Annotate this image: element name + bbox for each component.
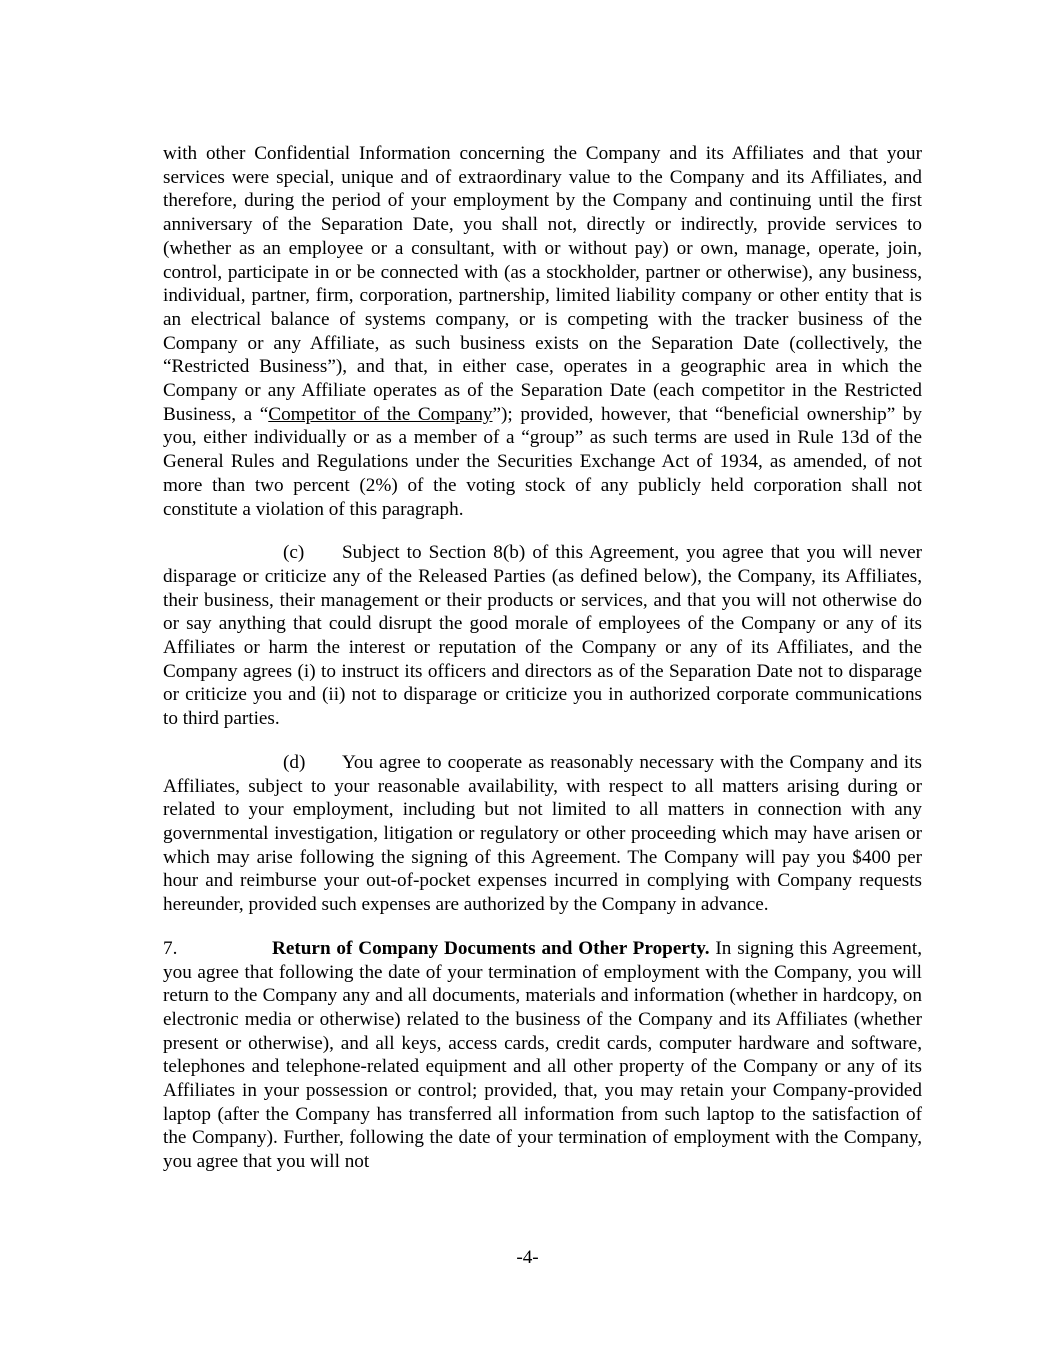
section-7 — [163, 937, 922, 1174]
section-7-text: In signing this Agreement, you agree that following the date of your termination of employment with the Company, you will return to the Company any and all documents, materials and information (whether in hardcopy, on electronic media or otherwise) related to the business of the Company and its Affiliates (whether present or otherwise), and all keys, access cards, credit cards, computer hardware and software, telephones and telephone-related equipment and all other property of the Company or any of its Affiliates in your possession or control; provided, that, you may retain your Company-provided laptop (after the Company has transferred all information from such laptop to the satisfaction of the Company). Further, following the date of your termination of employment with the Company, you agree that you will not — [163, 937, 923, 1173]
defined-term-competitor: Competitor of the Company — [268, 403, 493, 425]
paragraph-d-text: You agree to cooperate as reasonably necessary with the Company and its Affiliates, subject to your reasonable availability, with respect to all matters arising during or related to your employment, including but not limited to all matters in connection with any governmental investigation, litigation or regulatory or other proceeding which may have arisen or which may arise following the signing of this Agreement. The Company will pay you $400 per hour and reimburse your out-of-pocket expenses incurred in complying with Company requests hereunder, provided such expenses are authorized by the Company in advance. — [163, 751, 922, 916]
section-7-heading: Return of Company Documents and Other Property. — [272, 937, 710, 959]
paragraph-d-label: (d) — [283, 751, 306, 773]
paragraph-b-text-after: ”); provided, however, that “beneficial ownership” by you, either individually or as a member of a “group” as such terms are used in Rule 13d of the General Rules and Regulations under the Securities Exchange Act of 1934, as amended, of not more than two percent (2%) of the voting stock of any publicly held corporation shall not constitute a violation of this paragraph. — [163, 403, 922, 520]
paragraph-d — [163, 751, 922, 917]
paragraph-b-text-before: with other Confidential Information concerning the Company and its Affiliates and that your services were special, unique and of extraordinary value to the Company and its Affiliates, and therefore, during the period of your employment by the Company and continuing until the first anniversary of the Separation Date, you shall not, directly or indirectly, provide services to (whether as an employee or a consultant, with or without pay) or own, manage, operate, join, control, participate in or be connected with (as a stockholder, partner or otherwise), any business, individual, partner, firm, corporation, partnership, limited liability company or other entity that is an electrical balance of systems company, or is competing with the tracker business of the Company or any Affiliate, as such business exists on the Separation Date (collectively, the “Restricted Business”), and that, in either case, operates in a geographic area in which the Company or any Affiliate operates as of the Separation Date (each competitor in the Restricted Business, a “ — [163, 143, 922, 425]
paragraph-c-label: (c) — [283, 542, 305, 564]
paragraph-c-text: Subject to Section 8(b) of this Agreement, you agree that you will never disparage or criticize any of the Released Parties (as defined below), the Company, its Affiliates, their business, their management or their products or services, and that you will not otherwise do or say anything that could disrupt the good morale of employees of the Company or any of its Affiliates or harm the interest or reputation of the Company or any of its Affiliates, and the Company agrees (i) to instruct its officers and directors as of the Separation Date not to disparage or criticize you and (ii) not to disparage or criticize you in authorized corporate communications to third parties. — [163, 542, 922, 730]
page-number: -4- — [516, 1247, 539, 1268]
paragraph-c — [163, 541, 922, 731]
section-7-number: 7. — [163, 937, 178, 959]
document-body — [163, 142, 922, 1194]
paragraph-b-continuation — [163, 142, 922, 521]
